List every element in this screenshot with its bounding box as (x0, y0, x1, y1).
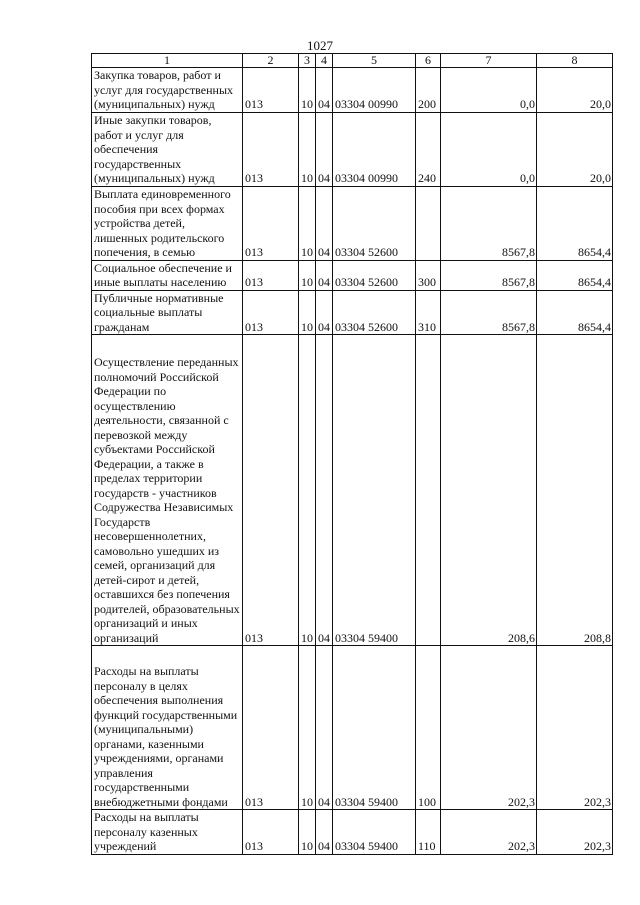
cell-subsection: 04 (316, 186, 333, 260)
cell-section: 10 (299, 810, 316, 855)
cell-amount-2: 208,8 (537, 335, 613, 646)
row-name: Выплата единовременного пособия при всех формах устройства детей, лишенных родительского попечения, в семью (92, 186, 243, 260)
cell-target-article: 03304 59400 (333, 646, 416, 810)
table-row (92, 260, 613, 290)
cell-section: 10 (299, 68, 316, 113)
cell-target-article: 03304 52600 (333, 260, 416, 290)
cell-section: 10 (299, 186, 316, 260)
header-cell: 3 (299, 54, 316, 68)
row-name: Расходы на выплаты персоналу в целях обеспечения выполнения функций государственными (муниципальными) органами, казенными учреждениями, органами управления государственными внебюджетными фондами (92, 646, 243, 810)
cell-expense-type (416, 186, 441, 260)
header-row (92, 54, 613, 68)
cell-expense-type: 310 (416, 290, 441, 335)
cell-target-article: 03304 00990 (333, 112, 416, 186)
cell-expense-type: 240 (416, 112, 441, 186)
cell-expense-type: 300 (416, 260, 441, 290)
cell-section: 10 (299, 646, 316, 810)
row-name: Социальное обеспечение и иные выплаты населению (92, 260, 243, 290)
cell-amount-1: 8567,8 (441, 260, 537, 290)
table-row (92, 335, 613, 646)
cell-amount-1: 8567,8 (441, 290, 537, 335)
cell-target-article: 03304 52600 (333, 290, 416, 335)
header-cell: 8 (537, 54, 613, 68)
row-name: Иные закупки товаров, работ и услуг для обеспечения государственных (муниципальных) нужд (92, 112, 243, 186)
row-name: Осуществление переданных полномочий Российской Федерации по осуществлению деятельности, связанной с перевозкой между субъектами Российской Федерации, а также в пределах территории государств - участников Содружества Независимых Государств несовершеннолетних, самовольно ушедших из семей, организаций для детей-сирот и детей, оставшихся без попечения родителей, образовательных организаций и иных организаций (92, 335, 243, 646)
cell-grbs: 013 (243, 260, 299, 290)
cell-target-article: 03304 59400 (333, 335, 416, 646)
cell-grbs: 013 (243, 112, 299, 186)
cell-subsection: 04 (316, 112, 333, 186)
table-row (92, 68, 613, 113)
header-cell: 1 (92, 54, 243, 68)
cell-section: 10 (299, 290, 316, 335)
cell-expense-type: 200 (416, 68, 441, 113)
table-row (92, 112, 613, 186)
header-cell: 5 (333, 54, 416, 68)
header-cell: 7 (441, 54, 537, 68)
cell-amount-2: 202,3 (537, 646, 613, 810)
table-row (92, 186, 613, 260)
cell-amount-2: 8654,4 (537, 186, 613, 260)
cell-subsection: 04 (316, 290, 333, 335)
page-number: 1027 (307, 38, 333, 53)
cell-subsection: 04 (316, 68, 333, 113)
header-cell: 6 (416, 54, 441, 68)
cell-grbs: 013 (243, 186, 299, 260)
cell-amount-2: 20,0 (537, 68, 613, 113)
cell-expense-type (416, 335, 441, 646)
cell-section: 10 (299, 112, 316, 186)
table-body (92, 54, 613, 855)
cell-target-article: 03304 00990 (333, 68, 416, 113)
cell-grbs: 013 (243, 810, 299, 855)
header-cell: 4 (316, 54, 333, 68)
header-cell: 2 (243, 54, 299, 68)
cell-subsection: 04 (316, 646, 333, 810)
cell-expense-type: 110 (416, 810, 441, 855)
cell-target-article: 03304 59400 (333, 810, 416, 855)
cell-amount-1: 0,0 (441, 112, 537, 186)
row-name: Расходы на выплаты персоналу казенных учреждений (92, 810, 243, 855)
cell-amount-1: 0,0 (441, 68, 537, 113)
budget-table (91, 53, 613, 855)
cell-section: 10 (299, 335, 316, 646)
cell-grbs: 013 (243, 335, 299, 646)
cell-amount-1: 208,6 (441, 335, 537, 646)
cell-amount-2: 8654,4 (537, 260, 613, 290)
table-row (92, 646, 613, 810)
cell-amount-2: 8654,4 (537, 290, 613, 335)
row-name: Закупка товаров, работ и услуг для государственных (муниципальных) нужд (92, 68, 243, 113)
cell-amount-2: 20,0 (537, 112, 613, 186)
cell-target-article: 03304 52600 (333, 186, 416, 260)
cell-expense-type: 100 (416, 646, 441, 810)
cell-amount-2: 202,3 (537, 810, 613, 855)
table-row (92, 810, 613, 855)
cell-subsection: 04 (316, 335, 333, 646)
cell-section: 10 (299, 260, 316, 290)
cell-amount-1: 202,3 (441, 646, 537, 810)
cell-subsection: 04 (316, 260, 333, 290)
cell-amount-1: 202,3 (441, 810, 537, 855)
cell-grbs: 013 (243, 68, 299, 113)
cell-grbs: 013 (243, 646, 299, 810)
cell-amount-1: 8567,8 (441, 186, 537, 260)
row-name: Публичные нормативные социальные выплаты гражданам (92, 290, 243, 335)
table-row (92, 290, 613, 335)
cell-subsection: 04 (316, 810, 333, 855)
cell-grbs: 013 (243, 290, 299, 335)
